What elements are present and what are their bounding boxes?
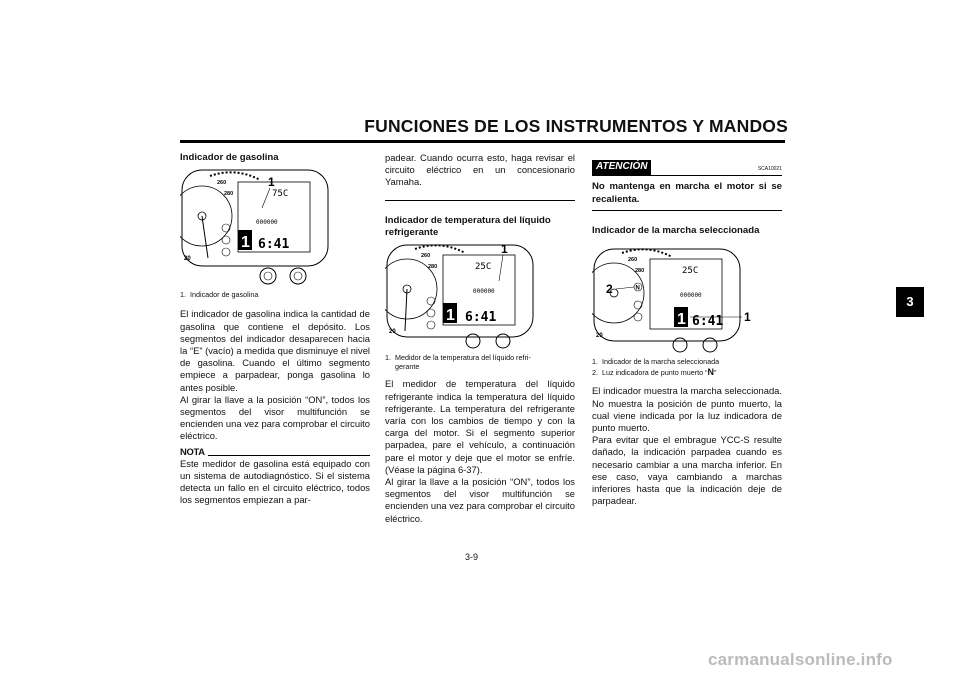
section-rule (385, 200, 575, 201)
callout-1: 1 (268, 175, 275, 190)
instrument-panel-illustration (180, 168, 330, 288)
attention-text: No mantenga en marcha el motor si se recalienta. (592, 181, 782, 205)
attention-badge: ATENCIÓN (592, 160, 651, 175)
lcd-clock: 6:41 (465, 310, 497, 326)
tick-260: 260 (628, 257, 638, 264)
lcd-temp: 25C (475, 262, 492, 273)
footer-watermark: carmanualsonline.info (708, 650, 893, 669)
figure-fuel-gauge (180, 168, 370, 288)
note-heading (180, 446, 370, 458)
caption-item: 1. Medidor de la temperatura del líquido refri- gerante (385, 353, 531, 372)
lcd-temp: 25C (682, 266, 699, 277)
tick-280: 280 (428, 264, 438, 271)
tick-260: 260 (421, 253, 431, 260)
header-rule (180, 140, 785, 143)
figure-gear-indicator (592, 245, 782, 355)
attention-code: SCA10021 (757, 166, 782, 172)
callout-2: 2 (606, 282, 613, 297)
figure-caption (385, 353, 575, 371)
paragraph: Al girar la llave a la posición “ON”, todos los segmentos del visor multifunción se encienden una vez para comprobar el circuito eléctrico. (385, 476, 575, 524)
callout-1: 1 (501, 242, 508, 257)
neutral-light-n: N (635, 285, 640, 292)
instrument-panel-illustration (592, 245, 762, 355)
lcd-odometer: 000000 (680, 292, 702, 300)
lcd-temp: 75C (272, 189, 289, 200)
lcd-odometer: 000000 (256, 219, 278, 227)
callout-1: 1 (744, 310, 751, 325)
tick-20: 20 (596, 333, 603, 340)
attention-rule-top (592, 175, 782, 176)
lcd-clock: 6:41 (258, 237, 290, 253)
lcd-odometer: 000000 (473, 288, 495, 296)
note-text: Este medidor de gasolina está equipado con un sistema de autodiagnóstico. Si el sistema detecta un fallo en el circuito eléctrico, todos los segmentos empiezan a par- (180, 457, 370, 506)
column-2 (385, 152, 575, 525)
page-header-title: FUNCIONES DE LOS INSTRUMENTOS Y MANDOS (364, 116, 788, 136)
section-heading-gear: Indicador de la marcha seleccionada (592, 225, 760, 237)
chapter-tab: 3 (896, 287, 924, 317)
figure-caption (592, 357, 782, 377)
section-heading-coolant: Indicador de temperatura del líquido refrigerante (385, 214, 551, 239)
lcd-gear: 1 (677, 311, 686, 329)
lcd-clock: 6:41 (692, 314, 724, 330)
tick-260: 260 (217, 180, 227, 187)
column-3 (592, 160, 782, 507)
attention-header (592, 160, 782, 175)
note-rule (208, 455, 370, 456)
note-label: NOTA (180, 445, 205, 457)
tick-280: 280 (224, 191, 234, 198)
lcd-gear: 1 (241, 234, 250, 252)
attention-rule-bottom (592, 210, 782, 211)
figure-coolant-gauge (385, 241, 575, 351)
paragraph: El medidor de temperatura del líquido refrigerante indica la temperatura del líquido refrigerante. La temperatura del refrigerante varía con los cambios de tiempo y con la carga del motor. Si el segmento superior parpadea, pare el vehículo, a continuación pare el motor y deje que el motor se enfríe. (Véase la página 6-37). (385, 378, 575, 475)
tick-20: 20 (184, 256, 191, 263)
section-heading-fuel: Indicador de gasolina (180, 152, 279, 163)
paragraph: Para evitar que el embrague YCC-S resulte dañado, la indicación parpadea cuando es necesario cambiar a una marcha inferior. En ese caso, vaya cambiando a marchas inferiores hasta que la indicación deje de parpadear. (592, 434, 782, 507)
instrument-panel-illustration (385, 241, 535, 351)
paragraph: padear. Cuando ocurra esto, haga revisar el circuito eléctrico en un concesionario Yamaha. (385, 152, 575, 188)
lcd-gear: 1 (446, 307, 455, 325)
caption-item: 2. Luz indicadora de punto muerto “N” (592, 367, 717, 378)
caption-item: 1. Indicador de la marcha seleccionada (592, 357, 720, 367)
paragraph: El indicador muestra la marcha seleccionada. No muestra la posición de punto muerto, la cual viene indicada por la luz indicadora de punto muerto. (592, 385, 782, 434)
figure-caption (180, 290, 370, 299)
caption-item: 1. Indicador de gasolina (180, 290, 259, 300)
tick-20: 20 (389, 329, 396, 336)
tick-280: 280 (635, 268, 645, 275)
paragraph: El indicador de gasolina indica la cantidad de gasolina que contiene el depósito. Los segmentos del indicador desaparecen hacia la “E” (vacío) a medida que disminuye el nivel de gasolina. Cuando el último segmento empiece a parpadear, ponga gasolina lo antes posible. (180, 308, 370, 393)
page-number: 3-9 (465, 552, 479, 562)
paragraph: Al girar la llave a la posición “ON”, todos los segmentos del visor multifunción se encienden una vez para comprobar el circuito eléctrico. (180, 393, 370, 442)
column-1 (180, 152, 370, 507)
